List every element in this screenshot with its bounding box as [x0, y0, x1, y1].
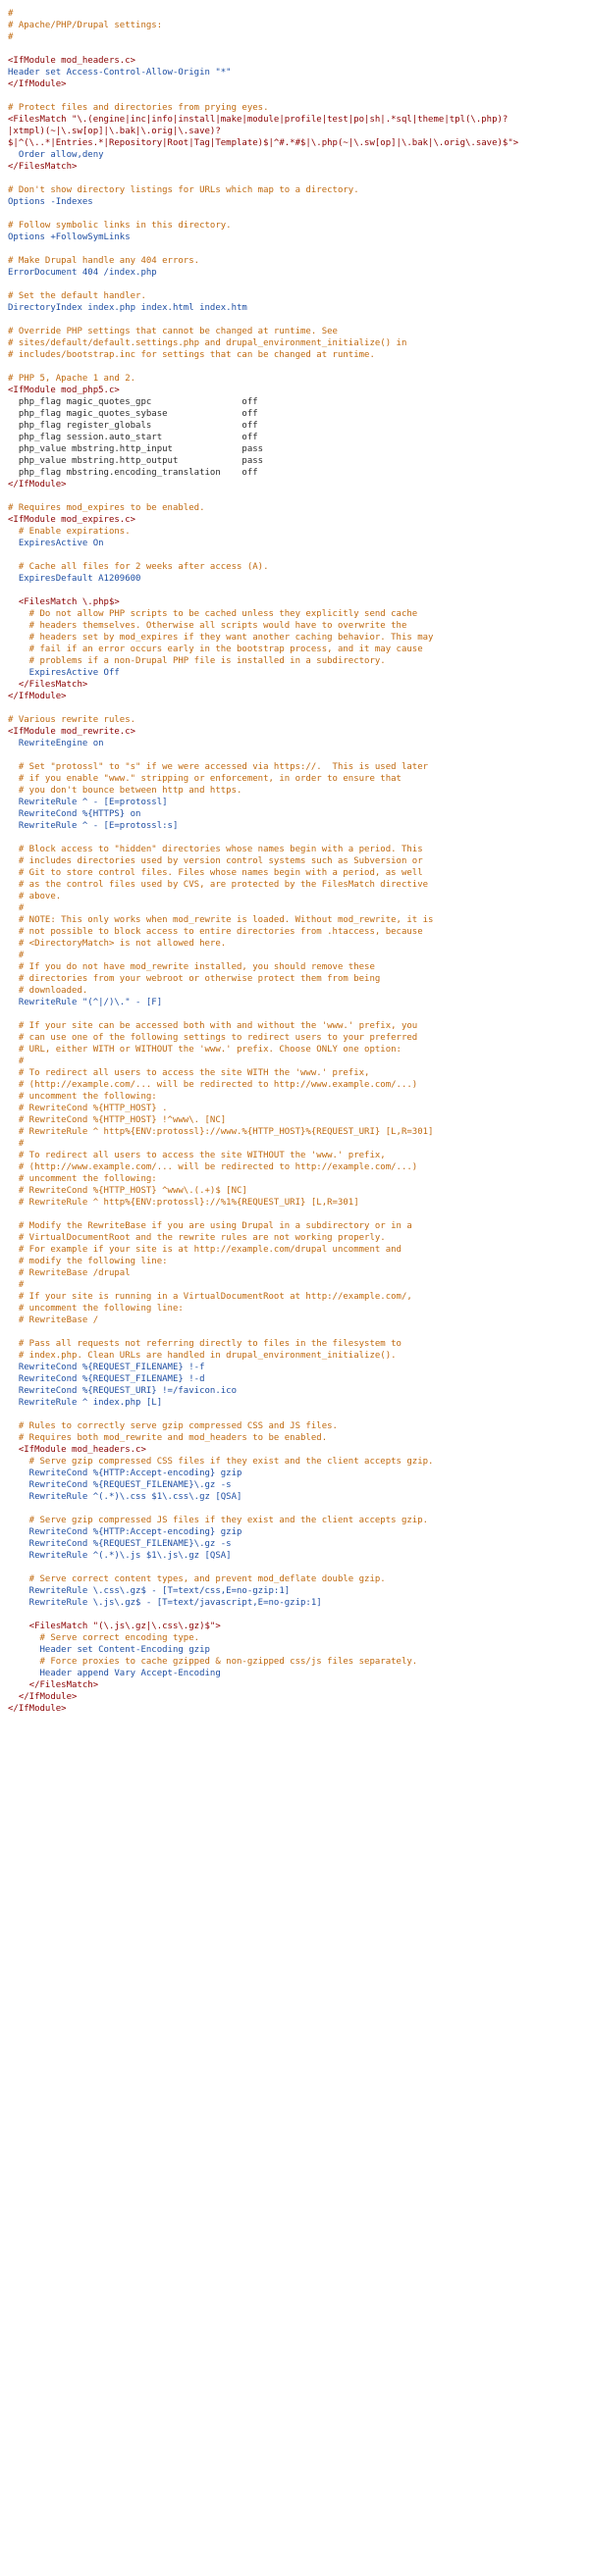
comment-line: # — [8, 1056, 25, 1066]
config-tag-line: </FilesMatch> — [8, 1680, 99, 1690]
directive-line: RewriteCond %{HTTPS} on — [8, 809, 141, 819]
comment-line: # To redirect all users to access the site WITH the 'www.' prefix, — [8, 1068, 370, 1078]
directive-line: ExpiresActive On — [8, 539, 104, 548]
comment-line: # sites/default/default.settings.php and drupal_environment_initialize() in — [8, 338, 407, 348]
config-tag-line: |xtmpl)(~|\.sw[op]|\.bak|\.orig|\.save)? — [8, 127, 221, 136]
setting-line — [8, 314, 581, 326]
directive-line: RewriteCond %{REQUEST_URI} !=/favicon.ico — [8, 1386, 237, 1396]
setting-line: php_flag mbstring.encoding_translation off — [8, 468, 258, 478]
comment-line: # modify the following line: — [8, 1257, 168, 1266]
setting-line — [8, 1409, 581, 1420]
directive-line: RewriteRule ^ - [E=protossl] — [8, 798, 168, 807]
comment-line: # as the control files used by CVS, are protected by the FilesMatch directive — [8, 880, 429, 890]
comment-line: # Make Drupal handle any 404 errors. — [8, 256, 200, 266]
setting-line — [8, 1209, 581, 1220]
comment-line: # index.php. Clean URLs are handled in drupal_environment_initialize(). — [8, 1351, 397, 1361]
comment-line: # RewriteCond %{HTTP_HOST} ^www\.(.+)$ [NC] — [8, 1186, 247, 1196]
config-tag-line: <IfModule mod_php5.c> — [8, 386, 120, 395]
setting-line — [8, 549, 581, 561]
comment-line: # Set the default handler. — [8, 291, 146, 301]
directive-line: RewriteCond %{REQUEST_FILENAME}\.gz -s — [8, 1480, 232, 1490]
comment-line: # Cache all files for 2 weeks after access (A). — [8, 562, 269, 572]
comment-line: # Requires both mod_rewrite and mod_headers to be enabled. — [8, 1433, 328, 1443]
setting-line: php_flag session.auto_start off — [8, 433, 258, 442]
setting-line — [8, 585, 581, 596]
directive-line: RewriteRule ^ index.php [L] — [8, 1398, 163, 1408]
comment-line: # — [8, 1139, 25, 1149]
comment-line: # Serve gzip compressed JS files if they exist and the client accepts gzip. — [8, 1516, 429, 1525]
config-tag-line: </IfModule> — [8, 1704, 67, 1714]
setting-line — [8, 43, 581, 55]
config-tag-line: <FilesMatch "(\.js\.gz|\.css\.gz)$"> — [8, 1622, 221, 1631]
directive-line: DirectoryIndex index.php index.html index.htm — [8, 303, 247, 313]
comment-line: # Modify the RewriteBase if you are using Drupal in a subdirectory or in a — [8, 1221, 412, 1231]
comment-line: # (http://example.com/... will be redirected to http://www.example.com/...) — [8, 1080, 418, 1090]
setting-line — [8, 1503, 581, 1515]
setting-line — [8, 832, 581, 844]
comment-line: # Git to store control files. Files whose names begin with a period, as well — [8, 868, 423, 878]
directive-line: RewriteCond %{REQUEST_FILENAME} !-d — [8, 1374, 205, 1384]
directive-line: Header set Content-Encoding gzip — [8, 1645, 210, 1655]
htaccess-code-listing — [8, 8, 581, 1715]
setting-line — [8, 490, 581, 502]
comment-line: # Serve correct content types, and prevent mod_deflate double gzip. — [8, 1574, 386, 1584]
directive-line: RewriteRule \.js\.gz$ - [T=text/javascript,E=no-gzip:1] — [8, 1598, 322, 1608]
comment-line: # RewriteRule ^ http%{ENV:protossl}://%1%{REQUEST_URI} [L,R=301] — [8, 1198, 359, 1208]
config-tag-line: <FilesMatch \.php$> — [8, 597, 120, 607]
comment-line: # directories from your webroot or otherwise protect them from being — [8, 974, 381, 984]
directive-line: RewriteRule \.css\.gz$ - [T=text/css,E=no-gzip:1] — [8, 1586, 291, 1596]
comment-line: # includes directories used by version control systems such as Subversion or — [8, 856, 423, 866]
comment-line: # headers themselves. Otherwise all scripts would have to overwrite the — [8, 621, 407, 631]
comment-line: # VirtualDocumentRoot and the rewrite rules are not working properly. — [8, 1233, 386, 1243]
config-tag-line: </IfModule> — [8, 1692, 78, 1702]
config-tag-line: <IfModule mod_headers.c> — [8, 56, 136, 66]
comment-line: # RewriteRule ^ http%{ENV:protossl}://www.%{HTTP_HOST}%{REQUEST_URI} [L,R=301] — [8, 1127, 434, 1137]
comment-line: # Force proxies to cache gzipped & non-gzipped css/js files separately. — [8, 1657, 418, 1667]
directive-line: Order allow,deny — [8, 150, 104, 160]
comment-line: # RewriteCond %{HTTP_HOST} . — [8, 1104, 168, 1113]
setting-line: php_value mbstring.http_input pass — [8, 444, 264, 454]
setting-line: php_flag register_globals off — [8, 421, 258, 431]
comment-line: # Rules to correctly serve gzip compressed CSS and JS files. — [8, 1421, 338, 1431]
setting-line — [8, 1562, 581, 1573]
setting-line: php_flag magic_quotes_gpc off — [8, 397, 258, 407]
comment-line: # Requires mod_expires to be enabled. — [8, 503, 205, 513]
comment-line: # Protect files and directories from prying eyes. — [8, 103, 269, 113]
directive-line: ExpiresActive Off — [8, 668, 120, 678]
directive-line: Header set Access-Control-Allow-Origin "*" — [8, 68, 232, 77]
config-tag-line: </IfModule> — [8, 79, 67, 89]
comment-line: # Serve correct encoding type. — [8, 1633, 200, 1643]
setting-line — [8, 361, 581, 373]
directive-line: RewriteEngine on — [8, 739, 104, 748]
comment-line: # To redirect all users to access the site WITHOUT the 'www.' prefix, — [8, 1151, 386, 1160]
directive-line: Header append Vary Accept-Encoding — [8, 1669, 221, 1678]
directive-line: RewriteCond %{REQUEST_FILENAME} !-f — [8, 1363, 205, 1372]
comment-line: # For example if your site is at http://example.com/drupal uncomment and — [8, 1245, 402, 1255]
config-tag-line: </IfModule> — [8, 692, 67, 701]
comment-line: # can use one of the following settings to redirect users to your preferred — [8, 1033, 418, 1043]
comment-line: # <DirectoryMatch> is not allowed here. — [8, 939, 227, 949]
setting-line — [8, 208, 581, 220]
directive-line: Options +FollowSymLinks — [8, 232, 131, 242]
comment-line: # — [8, 32, 14, 42]
comment-line: # — [8, 1280, 25, 1290]
comment-line: # uncomment the following: — [8, 1092, 157, 1102]
directive-line: RewriteRule ^(.*)\.js $1\.js\.gz [QSA] — [8, 1551, 232, 1561]
comment-line: # If you do not have mod_rewrite installed, you should remove these — [8, 962, 375, 972]
comment-line: # NOTE: This only works when mod_rewrite is loaded. Without mod_rewrite, it is — [8, 915, 434, 925]
directive-line: RewriteCond %{HTTP:Accept-encoding} gzip — [8, 1468, 242, 1478]
comment-line: # Apache/PHP/Drupal settings: — [8, 21, 163, 30]
comment-line: # PHP 5, Apache 1 and 2. — [8, 374, 136, 384]
comment-line: # Set "protossl" to "s" if we were accessed via https://. This is used later — [8, 762, 429, 772]
comment-line: # Pass all requests not referring directly to files in the filesystem to — [8, 1339, 402, 1349]
comment-line: # Block access to "hidden" directories whose names begin with a period. This — [8, 845, 423, 854]
setting-line — [8, 1326, 581, 1338]
setting-line — [8, 1008, 581, 1020]
comment-line: # (http://www.example.com/... will be redirected to http://example.com/...) — [8, 1162, 418, 1172]
setting-line: php_flag magic_quotes_sybase off — [8, 409, 258, 419]
comment-line: # not possible to block access to entire directories from .htaccess, because — [8, 927, 423, 937]
comment-line: # uncomment the following: — [8, 1174, 157, 1184]
comment-line: # problems if a non-Drupal PHP file is installed in a subdirectory. — [8, 656, 386, 666]
comment-line: # headers set by mod_expires if they want another caching behavior. This may — [8, 633, 434, 643]
config-tag-line: <IfModule mod_rewrite.c> — [8, 727, 136, 737]
setting-line — [8, 90, 581, 102]
comment-line: # RewriteBase / — [8, 1315, 99, 1325]
comment-line: # if you enable "www." stripping or enforcement, in order to ensure that — [8, 774, 402, 784]
config-tag-line: </FilesMatch> — [8, 162, 78, 172]
setting-line — [8, 702, 581, 714]
config-tag-line: </IfModule> — [8, 480, 67, 489]
comment-line: # Various rewrite rules. — [8, 715, 136, 725]
comment-line: # URL, either WITH or WITHOUT the 'www.' prefix. Choose ONLY one option: — [8, 1045, 402, 1055]
comment-line: # Follow symbolic links in this directory. — [8, 221, 232, 231]
comment-line: # — [8, 903, 25, 913]
config-tag-line: $|^(\..*|Entries.*|Repository|Root|Tag|Template)$|^#.*#$|\.php(~|\.sw[op]|\.bak|\.orig\.save)$"> — [8, 138, 519, 148]
comment-line: # includes/bootstrap.inc for settings that can be changed at runtime. — [8, 350, 375, 360]
comment-line: # — [8, 9, 14, 19]
comment-line: # Do not allow PHP scripts to be cached unless they explicitly send cache — [8, 609, 418, 619]
config-tag-line: <IfModule mod_headers.c> — [8, 1445, 146, 1455]
comment-line: # — [8, 951, 25, 960]
comment-line: # Serve gzip compressed CSS files if they exist and the client accepts gzip. — [8, 1457, 434, 1467]
setting-line — [8, 173, 581, 184]
comment-line: # Enable expirations. — [8, 527, 131, 537]
directive-line: RewriteRule ^(.*)\.css $1\.css\.gz [QSA] — [8, 1492, 242, 1502]
comment-line: # RewriteCond %{HTTP_HOST} !^www\. [NC] — [8, 1115, 227, 1125]
config-tag-line: </FilesMatch> — [8, 680, 88, 690]
setting-line — [8, 279, 581, 290]
config-tag-line: <IfModule mod_expires.c> — [8, 515, 136, 525]
directive-line: RewriteRule "(^|/)\." - [F] — [8, 998, 163, 1007]
directive-line: RewriteRule ^ - [E=protossl:s] — [8, 821, 179, 831]
directive-line: ErrorDocument 404 /index.php — [8, 268, 157, 278]
config-tag-line: <FilesMatch "\.(engine|inc|info|install|make|module|profile|test|po|sh|.*sql|theme|tpl(\.php)? — [8, 115, 509, 125]
comment-line: # downloaded. — [8, 986, 88, 996]
comment-line: # fail if an error occurs early in the bootstrap process, and it may cause — [8, 644, 423, 654]
comment-line: # If your site can be accessed both with and without the 'www.' prefix, you — [8, 1021, 418, 1031]
comment-line: # RewriteBase /drupal — [8, 1268, 131, 1278]
directive-line: RewriteCond %{REQUEST_FILENAME}\.gz -s — [8, 1539, 232, 1549]
comment-line: # If your site is running in a VirtualDocumentRoot at http://example.com/, — [8, 1292, 412, 1302]
comment-line: # Don't show directory listings for URLs which map to a directory. — [8, 185, 359, 195]
setting-line: php_value mbstring.http_output pass — [8, 456, 264, 466]
setting-line — [8, 1609, 581, 1621]
setting-line — [8, 243, 581, 255]
setting-line — [8, 749, 581, 761]
directive-line: Options -Indexes — [8, 197, 93, 207]
comment-line: # you don't bounce between http and https. — [8, 786, 242, 796]
comment-line: # above. — [8, 892, 62, 902]
comment-line: # uncomment the following line: — [8, 1304, 184, 1314]
directive-line: ExpiresDefault A1209600 — [8, 574, 141, 584]
directive-line: RewriteCond %{HTTP:Accept-encoding} gzip — [8, 1527, 242, 1537]
comment-line: # Override PHP settings that cannot be changed at runtime. See — [8, 327, 338, 336]
